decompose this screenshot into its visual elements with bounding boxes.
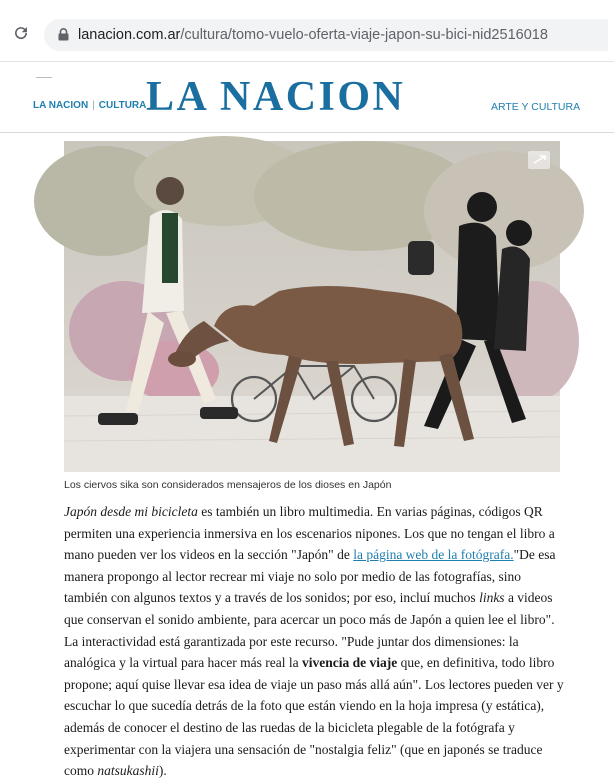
article-photo — [64, 141, 560, 472]
paragraph-text: es también un libro multimedia. En varias páginas, códigos QR permiten una experiencia inmersiva en los escenarios nipones. Los que no tengan el libro a mano pueden ver los videos en la sección "Japón" de — [64, 504, 555, 563]
paragraph-text: "De esa manera propongo al lector recrear mi viaje no solo por medio de las fotografías, sino también con algunos textos y a través de los sonidos; por eso, incluí muchos — [64, 547, 556, 606]
photo-illustration — [64, 141, 560, 472]
section-breadcrumb — [33, 100, 146, 111]
breadcrumb-section-link[interactable]: CULTURA — [98, 100, 147, 111]
url-host: lanacion.com.ar — [78, 27, 181, 43]
reload-icon[interactable] — [12, 24, 30, 42]
natsukashii-emphasis: natsukashii — [97, 763, 159, 779]
browser-address-bar — [0, 0, 614, 62]
photo-caption: Los ciervos sika son considerados mensajeros de los dioses en Japón — [64, 479, 392, 491]
book-title: Japón desde mi bicicleta — [64, 504, 198, 519]
header-divider — [36, 77, 52, 78]
expand-photo-button[interactable] — [528, 151, 550, 169]
url-text — [78, 27, 548, 43]
paragraph-text: que, en definitiva, todo libro propone; aquí quise llevar esa idea de viaje un paso más allá aún". Los lectores pueden ver y escuchar lo que sucedía detrás de la foto que están viendo en la hoja impresa (y estática), además de conocer el destino de las ruedas de la bicicleta plegable de la fotógrafa y experimentar con la viajera una sensación de "nostalgia feliz" (que en japonés se traduce como — [64, 655, 564, 779]
breadcrumb-home-link[interactable]: LA NACION — [33, 100, 89, 111]
vivencia-de-viaje-bold: vivencia de viaje — [302, 655, 398, 671]
photographer-website-link[interactable]: la página web de la fotógrafa. — [353, 547, 514, 563]
section-link-arte-cultura[interactable]: ARTE Y CULTURA — [491, 101, 581, 113]
paragraph-text: ). — [158, 763, 167, 779]
article-body — [64, 501, 564, 782]
url-path: /cultura/tomo-vuelo-oferta-viaje-japon-su-bici-nid2516018 — [180, 27, 548, 43]
lock-icon — [58, 28, 69, 41]
paragraph-text: a videos que conservan el sonido ambiente, para acercar un poco más de Japón a quien lee el libro". La interactividad está garantizada por este recurso. "Pude juntar dos dimensiones: la analógica y la virtual para hacer más real la — [64, 590, 555, 671]
article-paragraph — [64, 501, 564, 782]
site-header — [0, 63, 614, 133]
links-emphasis: links — [479, 590, 505, 606]
site-logo[interactable]: LA NACION — [146, 74, 406, 120]
url-field[interactable] — [44, 19, 608, 51]
expand-icon — [528, 151, 550, 169]
breadcrumb-separator: | — [92, 100, 95, 111]
